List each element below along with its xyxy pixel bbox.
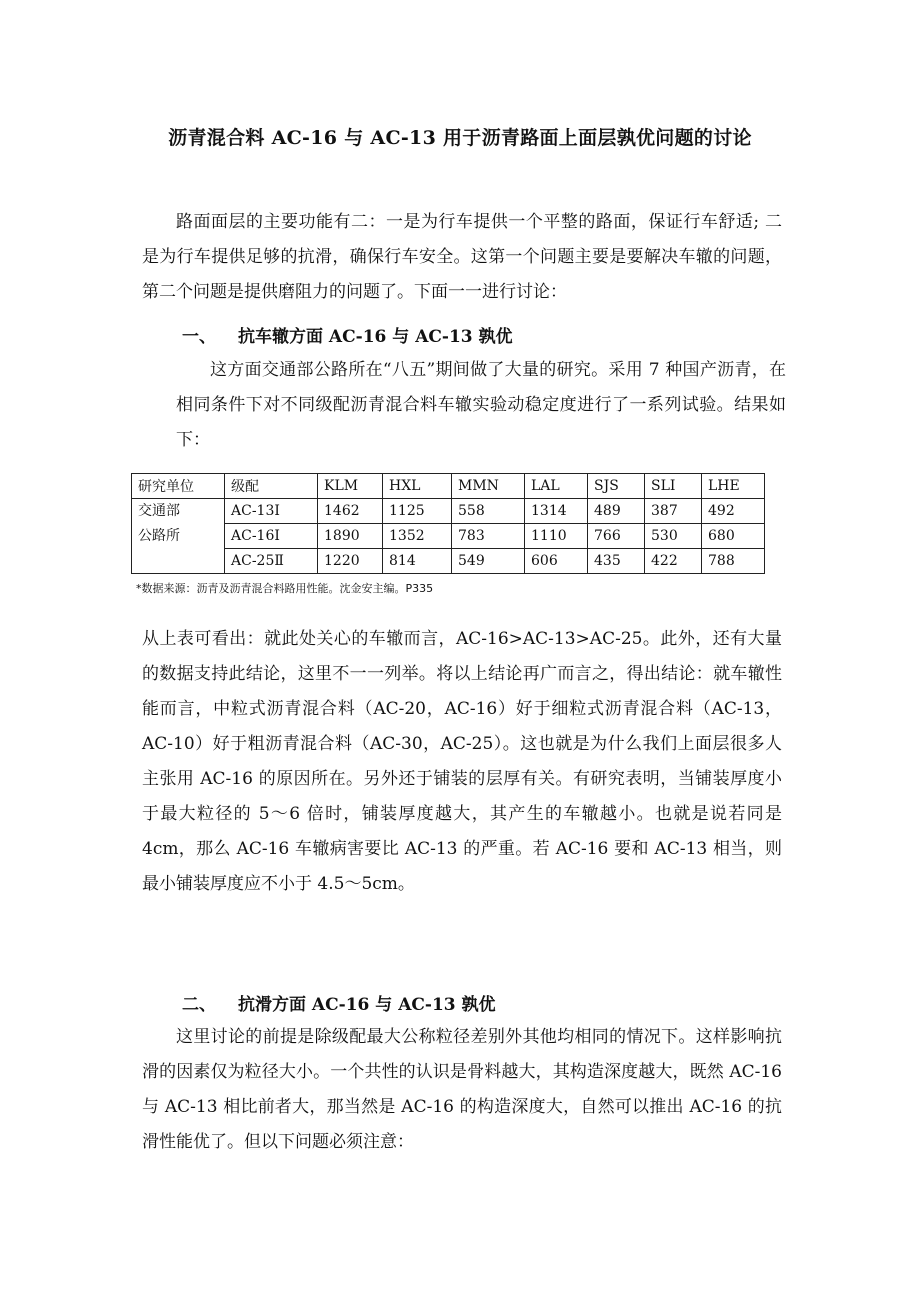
section-2-title: 抗滑方面 AC-16 与 AC-13 孰优 bbox=[238, 995, 496, 1015]
table-cell: 1462 bbox=[318, 499, 383, 524]
section-2-paragraph: 这里讨论的前提是除级配最大公称粒径差别外其他均相同的情况下。这样影响抗滑的因素仅为粒径大小。一个共性的认识是骨料越大，其构造深度越大，既然 AC-16 与 AC-13 相比前者大，那当然是 AC-16 的构造深度大，自然可以推出 AC-16 的抗滑性能优了。但以下问题必须注意： bbox=[142, 1027, 782, 1152]
table-cell: 1352 bbox=[383, 524, 452, 549]
conclusion-paragraph: 从上表可看出：就此处关心的车辙而言，AC-16>AC-13>AC-25。此外，还有大量的数据支持此结论，这里不一一列举。将以上结论再广而言之，得出结论：就车辙性能而言，中粒式沥青混合料（AC-20，AC-16）好于细粒式沥青混合料（AC-13，AC-10）好于粗沥青混合料（AC-30，AC-25）。这也就是为什么我们上面层很多人主张用 AC-16 的原因所在。另外还于铺装的层厚有关。有研究表明，当铺装厚度小于最大粒径的 5～6 倍时，铺装厚度越大，其产生的车辙越小。也就是说若同是 4cm，那么 AC-16 车辙病害要比 AC-13 的严重。若 AC-16 要和 AC-13 相当，则最小铺装厚度应不小于 4.5～5cm。 bbox=[142, 629, 782, 894]
section-1-title: 抗车辙方面 AC-16 与 AC-13 孰优 bbox=[238, 327, 513, 347]
research-unit-line: 公路所 bbox=[138, 528, 180, 544]
table-cell: 1220 bbox=[318, 549, 383, 574]
table-cell: 766 bbox=[588, 524, 645, 549]
table-cell: 435 bbox=[588, 549, 645, 574]
table-row bbox=[132, 549, 765, 574]
table-header-cell: MMN bbox=[452, 474, 525, 499]
table-header-cell: LHE bbox=[702, 474, 765, 499]
intro-paragraph: 路面面层的主要功能有二：一是为行车提供一个平整的路面，保证行车舒适; 二是为行车提供足够的抗滑，确保行车安全。这第一个问题主要是要解决车辙的问题，第二个问题是提供磨阻力的问题了。下面一一进行讨论： bbox=[142, 212, 782, 302]
table-header-cell: SJS bbox=[588, 474, 645, 499]
table-header-cell: 级配 bbox=[225, 474, 318, 499]
table-cell: 422 bbox=[645, 549, 702, 574]
section-2-number: 二、 bbox=[182, 995, 216, 1015]
table-cell: AC-16Ⅰ bbox=[225, 524, 318, 549]
table-cell: 492 bbox=[702, 499, 765, 524]
section-1-heading bbox=[182, 322, 513, 347]
table-cell: 387 bbox=[645, 499, 702, 524]
table-header-cell: HXL bbox=[383, 474, 452, 499]
table-cell: AC-13Ⅰ bbox=[225, 499, 318, 524]
table-row bbox=[132, 524, 765, 549]
table-header-cell: LAL bbox=[525, 474, 588, 499]
table-source-note: *数据来源：沥青及沥青混合料路用性能。沈金安主编。P335 bbox=[136, 582, 434, 595]
document-title: 沥青混合料 AC-16 与 AC-13 用于沥青路面上面层孰优问题的讨论 bbox=[168, 127, 752, 149]
table-header-cell: 研究单位 bbox=[132, 474, 225, 499]
section-1-number: 一、 bbox=[182, 327, 216, 347]
table-cell: 489 bbox=[588, 499, 645, 524]
table-cell: 788 bbox=[702, 549, 765, 574]
table-cell: 1890 bbox=[318, 524, 383, 549]
table-cell: 606 bbox=[525, 549, 588, 574]
table-cell: 814 bbox=[383, 549, 452, 574]
table-cell: 1314 bbox=[525, 499, 588, 524]
table-cell: 530 bbox=[645, 524, 702, 549]
table-cell: AC-25Ⅱ bbox=[225, 549, 318, 574]
section-1-paragraph: 这方面交通部公路所在“八五”期间做了大量的研究。采用 7 种国产沥青，在相同条件下对不同级配沥青混合料车辙实验动稳定度进行了一系列试验。结果如下： bbox=[176, 360, 786, 450]
rutting-data-table bbox=[131, 473, 765, 574]
table-cell: 549 bbox=[452, 549, 525, 574]
table-row bbox=[132, 499, 765, 524]
table-header-cell: KLM bbox=[318, 474, 383, 499]
table-cell: 680 bbox=[702, 524, 765, 549]
table-header-cell: SLI bbox=[645, 474, 702, 499]
table-header-row bbox=[132, 474, 765, 499]
table-cell: 783 bbox=[452, 524, 525, 549]
research-unit-cell bbox=[132, 499, 225, 574]
table-cell: 1110 bbox=[525, 524, 588, 549]
table-cell: 558 bbox=[452, 499, 525, 524]
table-cell: 1125 bbox=[383, 499, 452, 524]
research-unit-line: 交通部 bbox=[138, 503, 180, 519]
section-2-heading bbox=[182, 990, 496, 1015]
